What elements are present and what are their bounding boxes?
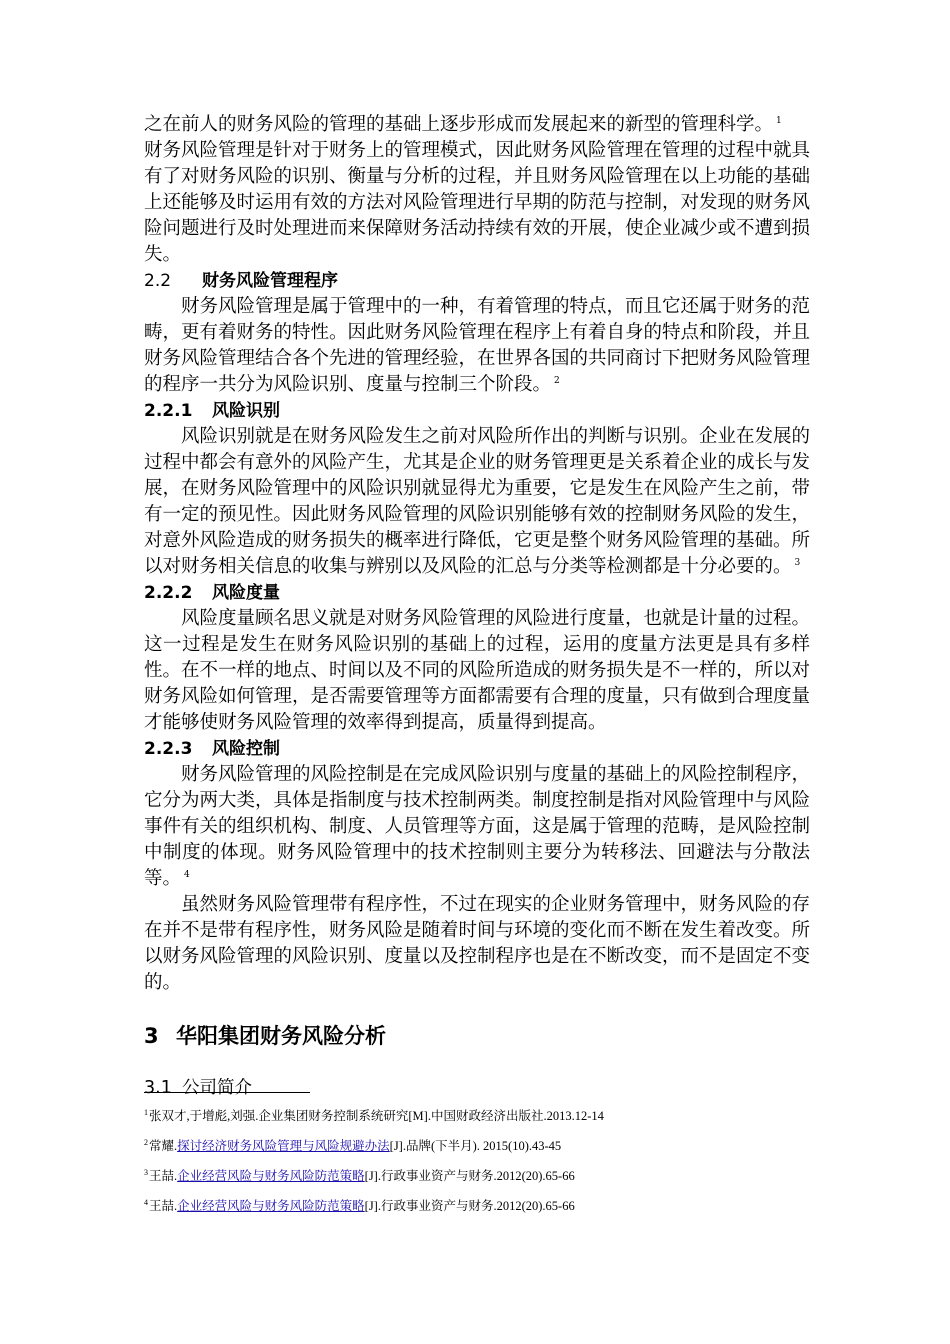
- section-number: 2.2: [144, 271, 172, 291]
- footnote-separator: [144, 1092, 310, 1093]
- chapter-number: 3: [144, 1024, 159, 1048]
- section-number: 2.2.2: [144, 583, 193, 603]
- footnote-ref-4[interactable]: 4: [184, 870, 190, 880]
- footnote-ref-3[interactable]: 3: [794, 558, 801, 568]
- paragraph-intro: 之在前人的财务风险的管理的基础上逐步形成而发展起来的新型的管理科学。 $^1$: [144, 114, 782, 135]
- section-number: 2.2.1: [144, 401, 193, 421]
- heading-2-2-1: [144, 398, 810, 424]
- footnote-ref-1[interactable]: 1: [776, 116, 782, 126]
- section-title: 风险度量: [212, 583, 280, 603]
- document-body: [144, 112, 810, 1108]
- footnote-2: $^2$常耀.探讨经济财务风险管理与风险规避办法[J].品牌(下半月). 2015(10).43-45: [144, 1138, 562, 1153]
- paragraph-2-2-2: 风险度量顾名思义就是对财务风险管理的风险进行度量，也就是计量的过程。这一过程是发生在财务风险识别的基础上的过程，运用的度量方法更是具有多样性。在不一样的地点、时间以及不同的风险所造成的财务损失是不一样的，所以对财务风险如何管理，是否需要管理等方面都需要有合理的度量，只有做到合理度量才能够使财务风险管理的效率得到提高，质量得到提高。: [144, 608, 811, 733]
- chapter-title: 华阳集团财务风险分析: [176, 1024, 386, 1048]
- footnote-link[interactable]: 企业经营风险与财务风险防范策略: [177, 1199, 365, 1213]
- heading-3: [144, 1014, 810, 1058]
- heading-2-2-2: [144, 580, 810, 606]
- section-title: 公司简介: [182, 1078, 252, 1098]
- footnote-1: $^1$张双才,于增彪,刘强.企业集团财务控制系统研究[M].中国财政经济出版社.2013.12-14: [144, 1108, 604, 1123]
- footnote-link[interactable]: 企业经营风险与财务风险防范策略: [177, 1169, 365, 1183]
- heading-2-2-3: [144, 736, 810, 762]
- footnotes: [144, 1092, 810, 1228]
- paragraph-2-2-3-b: 虽然财务风险管理带有程序性，不过在现实的企业财务管理中，财务风险的存在并不是带有程序性，财务风险是随着时间与环境的变化而不断在发生着改变。所以财务风险管理的风险识别、度量以及控制程序也是在不断改变，而不是固定不变的。: [144, 894, 811, 993]
- paragraph-2-2-3: 财务风险管理的风险控制是在完成风险识别与度量的基础上的风险控制程序，它分为两大类，具体是指制度与技术控制两类。制度控制是指对风险管理中与风险事件有关的组织机构、制度、人员管理等方面，这是属于管理的范畴，是风险控制中制度的体现。财务风险管理中的技术控制则主要分为转移法、回避法与分散法等。 $^4$: [144, 764, 811, 889]
- paragraph-2-2: 财务风险管理是属于管理中的一种，有着管理的特点，而且它还属于财务的范畴，更有着财务的特性。因此财务风险管理在程序上有着自身的特点和阶段，并且财务风险管理结合各个先进的管理经验，在世界各国的共同商讨下把财务风险管理的程序一共分为风险识别、度量与控制三个阶段。 $^2$: [144, 296, 811, 395]
- heading-2-2: [144, 268, 810, 294]
- paragraph-2-2-1: 风险识别就是在财务风险发生之前对风险所作出的判断与识别。企业在发展的过程中都会有意外的风险产生，尤其是企业的财务管理更是关系着企业的成长与发展，在财务风险管理中的风险识别就显得尤为重要，它是发生在风险产生之前，带有一定的预见性。因此财务风险管理的风险识别能够有效的控制财务风险的发生，对意外风险造成的财务损失的概率进行降低，它更是整个财务风险管理的基础。所以对财务相关信息的收集与辨别以及风险的汇总与分类等检测都是十分必要的。 $^3$: [144, 426, 811, 577]
- section-title: 财务风险管理程序: [202, 271, 338, 291]
- footnote-4: $^4$王喆.企业经营风险与财务风险防范策略[J].行政事业资产与财务.2012(20).65-66: [144, 1198, 575, 1213]
- section-number: 2.2.3: [144, 739, 193, 759]
- section-title: 风险识别: [212, 401, 280, 421]
- footnote-link[interactable]: 探讨经济财务风险管理与风险规避办法: [177, 1139, 390, 1153]
- section-title: 风险控制: [212, 739, 280, 759]
- paragraph-intro-2: 财务风险管理是针对于财务上的管理模式，因此财务风险管理在管理的过程中就具有了对财务风险的识别、衡量与分析的过程，并且财务风险管理在以上功能的基础上还能够及时运用有效的方法对风险管理进行早期的防范与控制，对发现的财务风险问题进行及时处理进而来保障财务活动持续有效的开展，使企业减少或不遭到损失。: [144, 140, 811, 265]
- footnote-3: $^3$王喆.企业经营风险与财务风险防范策略[J].行政事业资产与财务.2012(20).65-66: [144, 1168, 575, 1183]
- section-number: 3.1: [144, 1078, 172, 1098]
- footnote-ref-2[interactable]: 2: [554, 376, 560, 386]
